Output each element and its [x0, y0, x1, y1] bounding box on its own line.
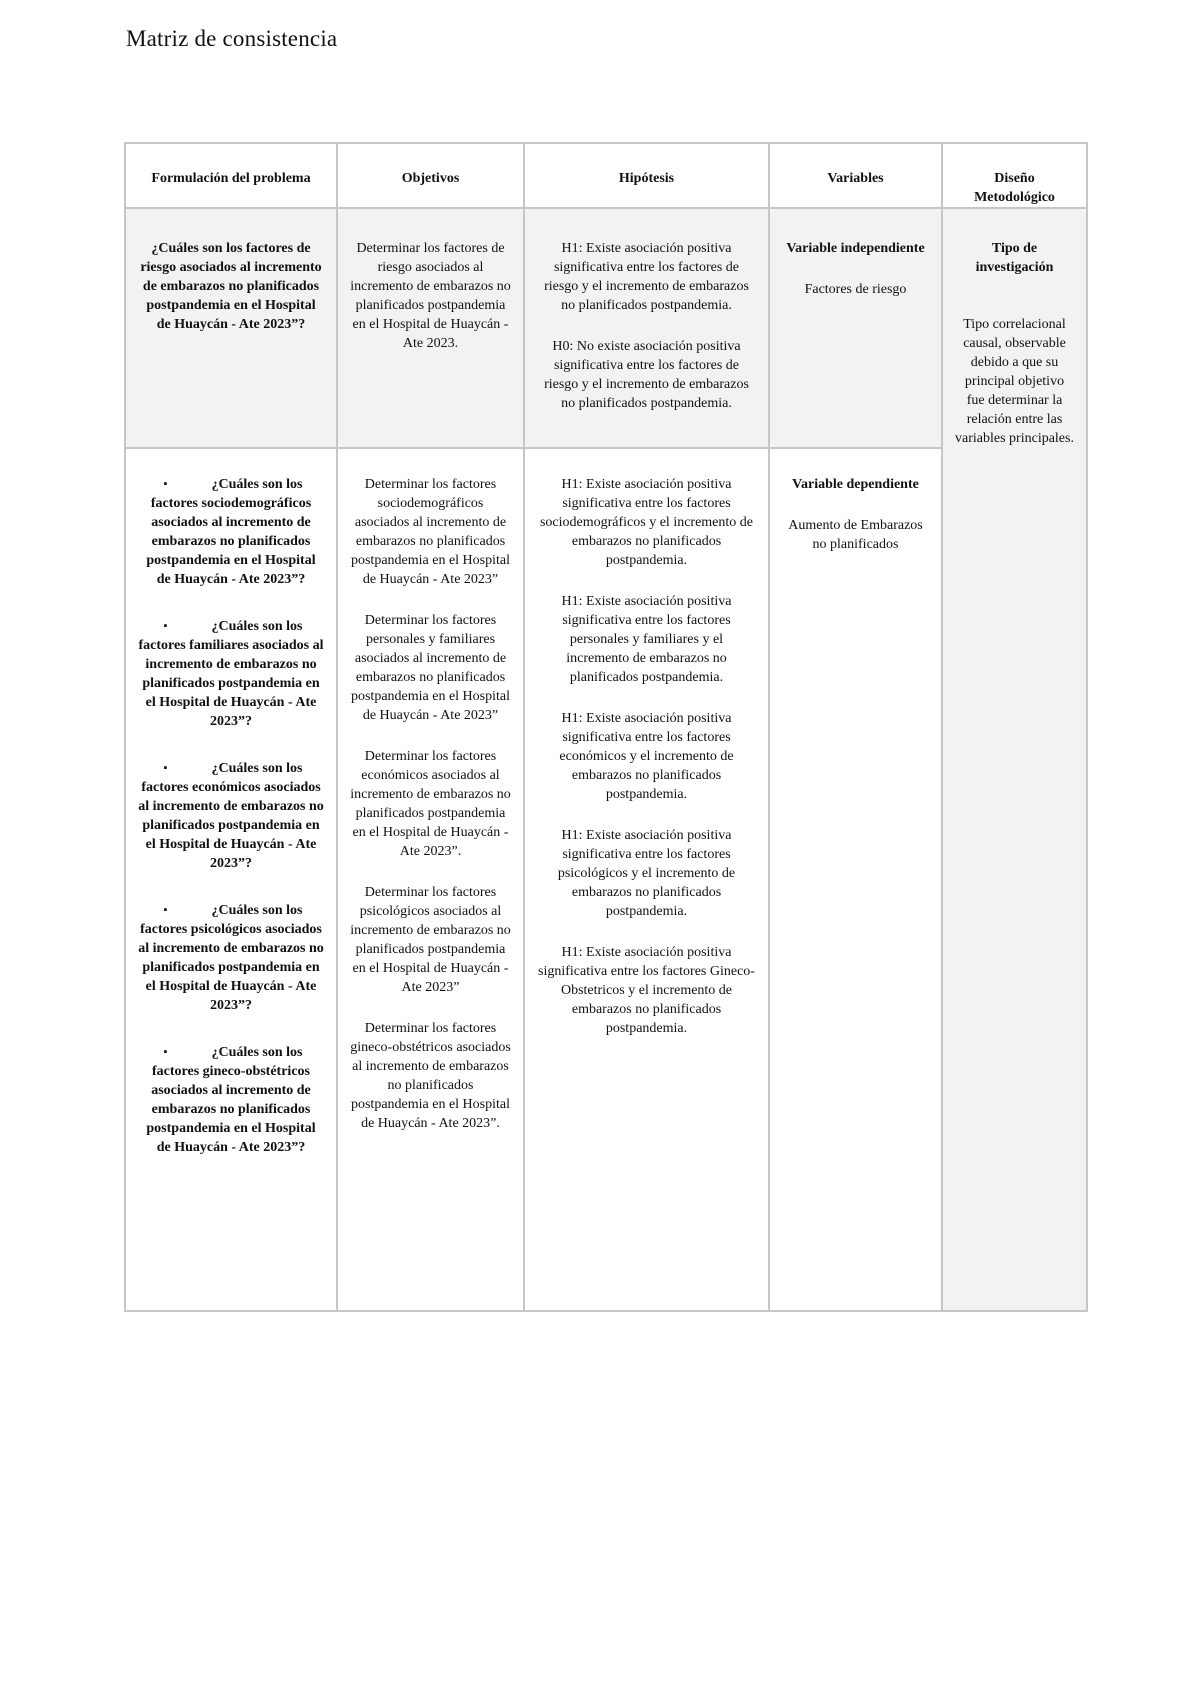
- specific-hypothesis-text: H1: Existe asociación positiva significativa entre los factores Gineco-Obstetricos y el incremento de embarazos no planificados postpandemia.: [538, 945, 755, 1036]
- general-problem-text: ¿Cuáles son los factores de riesgo asociados al incremento de embarazos no planificados postpandemia en el Hospital de Huaycán - Ate 2023”?: [140, 241, 322, 332]
- specific-problem-text: ¿Cuáles son los factores psicológicos asociados al incremento de embarazos no planificados postpandemia en el Hospital de Huaycán - Ate 2023”?: [138, 903, 324, 1013]
- list-item: [138, 901, 324, 1015]
- header-problem: Formulación del problema: [125, 143, 337, 208]
- independent-variable-cell: [769, 208, 942, 448]
- header-variables: Variables: [769, 143, 942, 208]
- page-title: Matriz de consistencia: [126, 26, 338, 51]
- dependent-variable-value: Aumento de Embarazos no planificados: [788, 518, 923, 552]
- specific-hypothesis-text: H1: Existe asociación positiva significativa entre los factores económicos y el incremento de embarazos no planificados postpandemia.: [559, 711, 734, 802]
- specific-objective-text: Determinar los factores gineco-obstétricos asociados al incremento de embarazos no planificados postpandemia en el Hospital de Huaycán - Ate 2023”.: [350, 1021, 511, 1131]
- specific-objective-text: Determinar los factores sociodemográficos asociados al incremento de embarazos no planificados postpandemia en el Hospital de Huaycán - Ate 2023”: [350, 477, 511, 587]
- consistency-matrix-table: [124, 142, 1088, 1312]
- table-row-general: [125, 208, 1087, 448]
- bullet-icon: ▪: [163, 620, 168, 632]
- general-problem-cell: [125, 208, 337, 448]
- specific-hypothesis-text: H1: Existe asociación positiva significativa entre los factores psicológicos y el incremento de embarazos no planificados postpandemia.: [557, 828, 736, 919]
- general-hypothesis-h0: H0: No existe asociación positiva significativa entre los factores de riesgo y el incremento de embarazos no planificados postpandemia.: [544, 339, 749, 411]
- specific-objective-text: Determinar los factores económicos asociados al incremento de embarazos no planificados postpandemia en el Hospital de Huaycán - Ate 2023”.: [350, 749, 511, 859]
- specific-hypothesis-text: H1: Existe asociación positiva significativa entre los factores sociodemográficos y el incremento de embarazos no planificados postpandemia.: [539, 477, 754, 568]
- design-cell: [942, 208, 1087, 1311]
- independent-variable-value: Factores de riesgo: [804, 282, 907, 297]
- specific-problems-cell: [125, 448, 337, 1311]
- dependent-variable-cell: [769, 448, 942, 1311]
- dependent-variable-label: Variable dependiente: [792, 477, 919, 492]
- specific-objective-text: Determinar los factores personales y familiares asociados al incremento de embarazos no planificados postpandemia en el Hospital de Huaycán - Ate 2023”: [350, 613, 511, 723]
- bullet-icon: ▪: [163, 478, 168, 490]
- header-objectives: Objetivos: [337, 143, 524, 208]
- specific-problem-text: ¿Cuáles son los factores sociodemográficos asociados al incremento de embarazos no planificados postpandemia en el Hospital de Huaycán - Ate 2023”?: [146, 477, 316, 587]
- specific-problem-text: ¿Cuáles son los factores gineco-obstétricos asociados al incremento de embarazos no planificados postpandemia en el Hospital de Huaycán - Ate 2023”?: [146, 1045, 316, 1155]
- header-design: Diseño Metodológico: [942, 143, 1087, 208]
- specific-problem-text: ¿Cuáles son los factores económicos asociados al incremento de embarazos no planificados postpandemia en el Hospital de Huaycán - Ate 2023”?: [138, 761, 324, 871]
- specific-objectives-cell: [337, 448, 524, 1311]
- general-hypothesis-h1: H1: Existe asociación positiva significativa entre los factores de riesgo y el incremento de embarazos no planificados postpandemia.: [544, 241, 749, 313]
- specific-hypothesis-text: H1: Existe asociación positiva significativa entre los factores personales y familiares y el incremento de embarazos no planificados postpandemia.: [561, 594, 732, 685]
- header-hypotheses: Hipótesis: [524, 143, 769, 208]
- list-item: [138, 475, 324, 589]
- list-item: [138, 759, 324, 873]
- general-hypotheses-cell: [524, 208, 769, 448]
- specific-objective-text: Determinar los factores psicológicos asociados al incremento de embarazos no planificados postpandemia en el Hospital de Huaycán - Ate 2023”: [350, 885, 511, 995]
- header-row: [125, 143, 1087, 208]
- general-objective-text: Determinar los factores de riesgo asociados al incremento de embarazos no planificados postpandemia en el Hospital de Huaycán - Ate 2023.: [350, 241, 511, 351]
- list-item: [138, 1043, 324, 1157]
- list-item: [138, 617, 324, 731]
- specific-hypotheses-cell: [524, 448, 769, 1311]
- general-objective-cell: [337, 208, 524, 448]
- independent-variable-label: Variable independiente: [786, 241, 925, 256]
- bullet-icon: ▪: [163, 904, 168, 916]
- specific-problem-text: ¿Cuáles son los factores familiares asociados al incremento de embarazos no planificados postpandemia en el Hospital de Huaycán - Ate 2023”?: [138, 619, 324, 729]
- design-label: Tipo de investigación: [975, 241, 1054, 275]
- bullet-icon: ▪: [163, 1046, 168, 1058]
- bullet-icon: ▪: [163, 762, 168, 774]
- design-value: Tipo correlacional causal, observable debido a que su principal objetivo fue determinar la relación entre las variables principales.: [955, 317, 1074, 446]
